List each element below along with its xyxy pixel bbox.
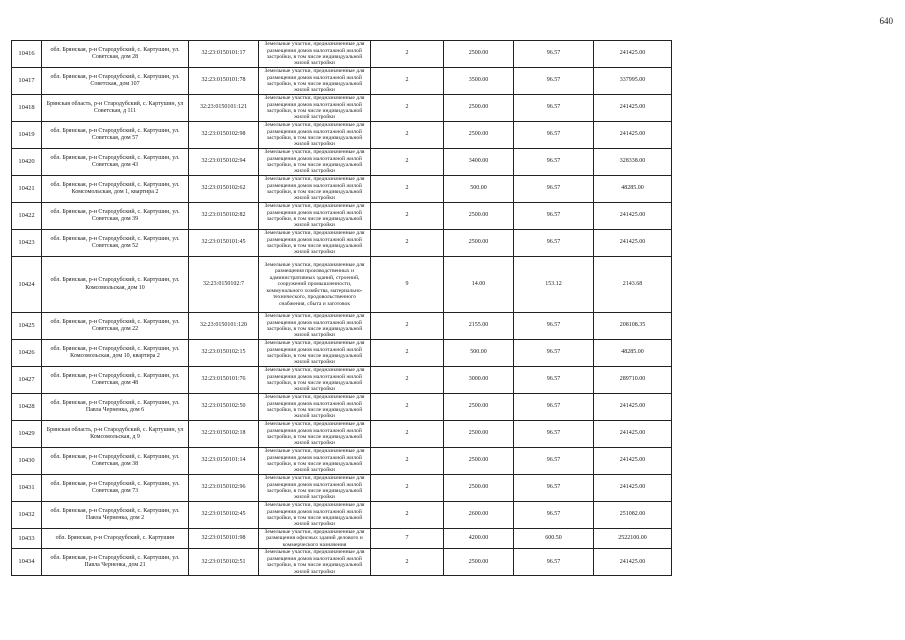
blank-cell <box>672 230 892 257</box>
area-cell: 2500.00 <box>444 95 514 122</box>
land-use-cell: Земельные участки, предназначенные для размещения домов малоэтажной жилой застройки, в том числе индивидуальной жилой застройки <box>259 95 371 122</box>
rate-cell: 96.57 <box>514 448 594 475</box>
group-cell: 2 <box>371 475 444 502</box>
row-number: 10421 <box>12 176 42 203</box>
table-row <box>12 421 892 448</box>
area-cell: 500.00 <box>444 340 514 367</box>
cadastral-number-cell: 32:23:0150102:7 <box>189 257 259 313</box>
area-cell: 4200.00 <box>444 529 514 549</box>
blank-cell <box>672 122 892 149</box>
rate-cell: 96.57 <box>514 394 594 421</box>
address-cell: обл. Брянская, р-н Стародубский, с. Картушин, ул. Советская, дом 57 <box>42 122 189 149</box>
cadastral-number-cell: 32:23:0150101:14 <box>189 448 259 475</box>
cadastral-number-cell: 32:23:0150102:51 <box>189 549 259 576</box>
area-cell: 14.00 <box>444 257 514 313</box>
table-row <box>12 257 892 313</box>
area-cell: 2500.00 <box>444 41 514 68</box>
group-cell: 2 <box>371 313 444 340</box>
row-number: 10433 <box>12 529 42 549</box>
cadastral-value-cell: 208108.35 <box>594 313 672 340</box>
rate-cell: 96.57 <box>514 502 594 529</box>
area-cell: 3000.00 <box>444 367 514 394</box>
land-use-cell: Земельные участки, предназначенные для размещения домов малоэтажной жилой застройки, в том числе индивидуальной жилой застройки <box>259 68 371 95</box>
cadastral-value-cell: 48285.00 <box>594 176 672 203</box>
cadastral-number-cell: 32:23:0150102:82 <box>189 203 259 230</box>
table-row <box>12 367 892 394</box>
table-row <box>12 176 892 203</box>
table-row <box>12 95 892 122</box>
table-row <box>12 529 892 549</box>
address-cell: Брянская область, р-н Стародубский, с. Картушин, ул Советская, д 111 <box>42 95 189 122</box>
cadastral-number-cell: 32:23:0150101:98 <box>189 529 259 549</box>
cadastral-number-cell: 32:23:0150102:98 <box>189 122 259 149</box>
table-body <box>12 41 892 576</box>
group-cell: 2 <box>371 502 444 529</box>
address-cell: обл. Брянская, р-н Стародубский, с. Картушин, ул. Комсомольская, дом 10 <box>42 257 189 313</box>
area-cell: 2500.00 <box>444 230 514 257</box>
blank-cell <box>672 529 892 549</box>
land-use-cell: Земельные участки, предназначенные для размещения домов малоэтажной жилой застройки, в том числе индивидуальной жилой застройки <box>259 230 371 257</box>
row-number: 10416 <box>12 41 42 68</box>
land-use-cell: Земельные участки, предназначенные для размещения домов малоэтажной жилой застройки, в том числе индивидуальной жилой застройки <box>259 421 371 448</box>
rate-cell: 96.57 <box>514 41 594 68</box>
cadastral-value-cell: 337995.00 <box>594 68 672 95</box>
land-use-cell: Земельные участки, предназначенные для размещения домов малоэтажной жилой застройки, в том числе индивидуальной жилой застройки <box>259 340 371 367</box>
area-cell: 2500.00 <box>444 394 514 421</box>
address-cell: обл. Брянская, р-н Стародубский, с. Картушин, ул. Павла Черненка, дом 6 <box>42 394 189 421</box>
area-cell: 2500.00 <box>444 203 514 230</box>
row-number: 10429 <box>12 421 42 448</box>
table-row <box>12 448 892 475</box>
rate-cell: 96.57 <box>514 176 594 203</box>
group-cell: 2 <box>371 448 444 475</box>
table-row <box>12 475 892 502</box>
blank-cell <box>672 549 892 576</box>
cadastral-number-cell: 32:23:0150102:62 <box>189 176 259 203</box>
cadastral-number-cell: 32:23:0150101:120 <box>189 313 259 340</box>
rate-cell: 96.57 <box>514 203 594 230</box>
cadastral-value-cell: 241425.00 <box>594 549 672 576</box>
rate-cell: 96.57 <box>514 95 594 122</box>
blank-cell <box>672 421 892 448</box>
cadastral-number-cell: 32:23:0150102:94 <box>189 149 259 176</box>
rate-cell: 96.57 <box>514 149 594 176</box>
area-cell: 2500.00 <box>444 448 514 475</box>
address-cell: Брянская область, р-н Стародубский, с. Картушин, ул Комсомольская, д 9 <box>42 421 189 448</box>
rate-cell: 96.57 <box>514 230 594 257</box>
blank-cell <box>672 394 892 421</box>
address-cell: обл. Брянская, р-н Стародубский, с. Картушин, ул. Комсомольская, дом 10, квартира 2 <box>42 340 189 367</box>
land-use-cell: Земельные участки, предназначенные для размещения домов малоэтажной жилой застройки, в том числе индивидуальной жилой застройки <box>259 313 371 340</box>
row-number: 10422 <box>12 203 42 230</box>
row-number: 10430 <box>12 448 42 475</box>
rate-cell: 96.57 <box>514 68 594 95</box>
land-use-cell: Земельные участки, предназначенные для размещения домов малоэтажной жилой застройки, в том числе индивидуальной жилой застройки <box>259 41 371 68</box>
blank-cell <box>672 203 892 230</box>
row-number: 10427 <box>12 367 42 394</box>
blank-cell <box>672 149 892 176</box>
table-row <box>12 149 892 176</box>
address-cell: обл. Брянская, р-н Стародубский, с. Картушин, ул. Советская, дом 43 <box>42 149 189 176</box>
group-cell: 2 <box>371 203 444 230</box>
cadastral-number-cell: 32:23:0150101:78 <box>189 68 259 95</box>
area-cell: 500.00 <box>444 176 514 203</box>
blank-cell <box>672 340 892 367</box>
group-cell: 2 <box>371 549 444 576</box>
table-row <box>12 230 892 257</box>
address-cell: обл. Брянская, р-н Стародубский, с. Картушин, ул. Советская, дом 38 <box>42 448 189 475</box>
group-cell: 2 <box>371 230 444 257</box>
group-cell: 2 <box>371 367 444 394</box>
cadastral-value-cell: 251082.00 <box>594 502 672 529</box>
blank-cell <box>672 502 892 529</box>
cadastral-value-cell: 241425.00 <box>594 95 672 122</box>
cadastral-number-cell: 32:23:0150101:45 <box>189 230 259 257</box>
blank-cell <box>672 68 892 95</box>
address-cell: обл. Брянская, р-н Стародубский, с. Картушин, ул. Павла Черненка, дом 21 <box>42 549 189 576</box>
rate-cell: 600.50 <box>514 529 594 549</box>
cadastral-number-cell: 32:23:0150101:17 <box>189 41 259 68</box>
land-use-cell: Земельные участки, предназначенные для размещения домов малоэтажной жилой застройки, в том числе индивидуальной жилой застройки <box>259 448 371 475</box>
address-cell: обл. Брянская, р-н Стародубский, с. Картушин, ул. Советская, дом 39 <box>42 203 189 230</box>
table-row <box>12 502 892 529</box>
group-cell: 7 <box>371 529 444 549</box>
cadastral-value-cell: 241425.00 <box>594 394 672 421</box>
land-use-cell: Земельные участки, предназначенные для размещения домов малоэтажной жилой застройки, в том числе индивидуальной жилой застройки <box>259 176 371 203</box>
cadastral-number-cell: 32:23:0150101:121 <box>189 95 259 122</box>
table-row <box>12 41 892 68</box>
cadastral-number-cell: 32:23:0150102:50 <box>189 394 259 421</box>
land-use-cell: Земельные участки, предназначенные для размещения домов малоэтажной жилой застройки, в том числе индивидуальной жилой застройки <box>259 394 371 421</box>
blank-cell <box>672 41 892 68</box>
row-number: 10417 <box>12 68 42 95</box>
cadastral-value-cell: 289710.00 <box>594 367 672 394</box>
cadastral-value-cell: 241425.00 <box>594 203 672 230</box>
rate-cell: 96.57 <box>514 122 594 149</box>
page-number: 640 <box>879 16 893 26</box>
address-cell: обл. Брянская, р-н Стародубский, с. Картушин, ул. Советская, дом 73 <box>42 475 189 502</box>
table-row <box>12 122 892 149</box>
row-number: 10434 <box>12 549 42 576</box>
row-number: 10420 <box>12 149 42 176</box>
row-number: 10432 <box>12 502 42 529</box>
land-use-cell: Земельные участки, предназначенные для размещения домов малоэтажной жилой застройки, в том числе индивидуальной жилой застройки <box>259 149 371 176</box>
cadastral-value-cell: 241425.00 <box>594 475 672 502</box>
cadastral-number-cell: 32:23:0150102:15 <box>189 340 259 367</box>
cadastral-value-cell: 241425.00 <box>594 421 672 448</box>
land-use-cell: Земельные участки, предназначенные для размещения домов малоэтажной жилой застройки, в том числе индивидуальной жилой застройки <box>259 502 371 529</box>
cadastral-value-cell: 2522100.00 <box>594 529 672 549</box>
cadastral-value-cell: 2143.68 <box>594 257 672 313</box>
address-cell: обл. Брянская, р-н Стародубский, с. Картушин, ул. Советская, дом 22 <box>42 313 189 340</box>
row-number: 10423 <box>12 230 42 257</box>
group-cell: 2 <box>371 122 444 149</box>
cadastral-number-cell: 32:23:0150101:76 <box>189 367 259 394</box>
area-cell: 2500.00 <box>444 122 514 149</box>
area-cell: 3500.00 <box>444 68 514 95</box>
land-use-cell: Земельные участки, предназначенные для размещения домов малоэтажной жилой застройки, в том числе индивидуальной жилой застройки <box>259 203 371 230</box>
blank-cell <box>672 313 892 340</box>
address-cell: обл. Брянская, р-н Стародубский, с. Картушин <box>42 529 189 549</box>
area-cell: 2500.00 <box>444 421 514 448</box>
group-cell: 2 <box>371 394 444 421</box>
row-number: 10425 <box>12 313 42 340</box>
group-cell: 2 <box>371 95 444 122</box>
address-cell: обл. Брянская, р-н Стародубский, с. Картушин, ул. Советская, дом 107 <box>42 68 189 95</box>
cadastral-value-cell: 241425.00 <box>594 230 672 257</box>
cadastral-number-cell: 32:23:0150102:96 <box>189 475 259 502</box>
cadastral-value-cell: 241425.00 <box>594 41 672 68</box>
cadastral-value-cell: 241425.00 <box>594 122 672 149</box>
land-use-cell: Земельные участки, предназначенные для размещения домов малоэтажной жилой застройки, в том числе индивидуальной жилой застройки <box>259 367 371 394</box>
row-number: 10428 <box>12 394 42 421</box>
cadastral-number-cell: 32:23:0150102:18 <box>189 421 259 448</box>
table-row <box>12 313 892 340</box>
row-number: 10426 <box>12 340 42 367</box>
table-row <box>12 394 892 421</box>
rate-cell: 96.57 <box>514 421 594 448</box>
table-row <box>12 203 892 230</box>
land-use-cell: Земельные участки, предназначенные для размещения домов малоэтажной жилой застройки, в том числе индивидуальной жилой застройки <box>259 549 371 576</box>
blank-cell <box>672 475 892 502</box>
land-registry-table <box>11 40 892 576</box>
table-row <box>12 549 892 576</box>
blank-cell <box>672 367 892 394</box>
cadastral-value-cell: 241425.00 <box>594 448 672 475</box>
land-use-cell: Земельные участки, предназначенные для размещения домов малоэтажной жилой застройки, в том числе индивидуальной жилой застройки <box>259 475 371 502</box>
group-cell: 2 <box>371 149 444 176</box>
area-cell: 3400.00 <box>444 149 514 176</box>
table-row <box>12 68 892 95</box>
area-cell: 2500.00 <box>444 549 514 576</box>
group-cell: 2 <box>371 68 444 95</box>
cadastral-value-cell: 328338.00 <box>594 149 672 176</box>
area-cell: 2600.00 <box>444 502 514 529</box>
rate-cell: 96.57 <box>514 475 594 502</box>
row-number: 10424 <box>12 257 42 313</box>
land-use-cell: Земельные участки, предназначенные для размещения домов малоэтажной жилой застройки, в том числе индивидуальной жилой застройки <box>259 122 371 149</box>
group-cell: 2 <box>371 176 444 203</box>
address-cell: обл. Брянская, р-н Стародубский, с. Картушин, ул. Комсомольская, дом 1, квартира 2 <box>42 176 189 203</box>
land-use-cell: Земельные участки, предназначенные для размещения производственных и административных зданий, строений, сооружений промышленности, коммунального хозяйства, материально-технического, продовольственного снабжения, сбыта и заготовок <box>259 257 371 313</box>
address-cell: обл. Брянская, р-н Стародубский, с. Картушин, ул. Советская, дом 52 <box>42 230 189 257</box>
blank-cell <box>672 257 892 313</box>
row-number: 10418 <box>12 95 42 122</box>
address-cell: обл. Брянская, р-н Стародубский, с. Картушин, ул. Советская, дом 48 <box>42 367 189 394</box>
address-cell: обл. Брянская, р-н Стародубский, с. Картушин, ул. Павла Черненка, дом 2 <box>42 502 189 529</box>
table-row <box>12 340 892 367</box>
cadastral-number-cell: 32:23:0150102:45 <box>189 502 259 529</box>
rate-cell: 153.12 <box>514 257 594 313</box>
rate-cell: 96.57 <box>514 549 594 576</box>
rate-cell: 96.57 <box>514 367 594 394</box>
blank-cell <box>672 95 892 122</box>
row-number: 10419 <box>12 122 42 149</box>
rate-cell: 96.57 <box>514 340 594 367</box>
address-cell: обл. Брянская, р-н Стародубский, с. Картушин, ул. Советская, дом 28 <box>42 41 189 68</box>
area-cell: 2500.00 <box>444 475 514 502</box>
row-number: 10431 <box>12 475 42 502</box>
area-cell: 2155.00 <box>444 313 514 340</box>
group-cell: 2 <box>371 421 444 448</box>
cadastral-value-cell: 48285.00 <box>594 340 672 367</box>
land-use-cell: Земельные участки, предназначенные для размещения офисных зданий делового и коммерческого назначения <box>259 529 371 549</box>
group-cell: 2 <box>371 340 444 367</box>
rate-cell: 96.57 <box>514 313 594 340</box>
group-cell: 9 <box>371 257 444 313</box>
group-cell: 2 <box>371 41 444 68</box>
blank-cell <box>672 448 892 475</box>
blank-cell <box>672 176 892 203</box>
